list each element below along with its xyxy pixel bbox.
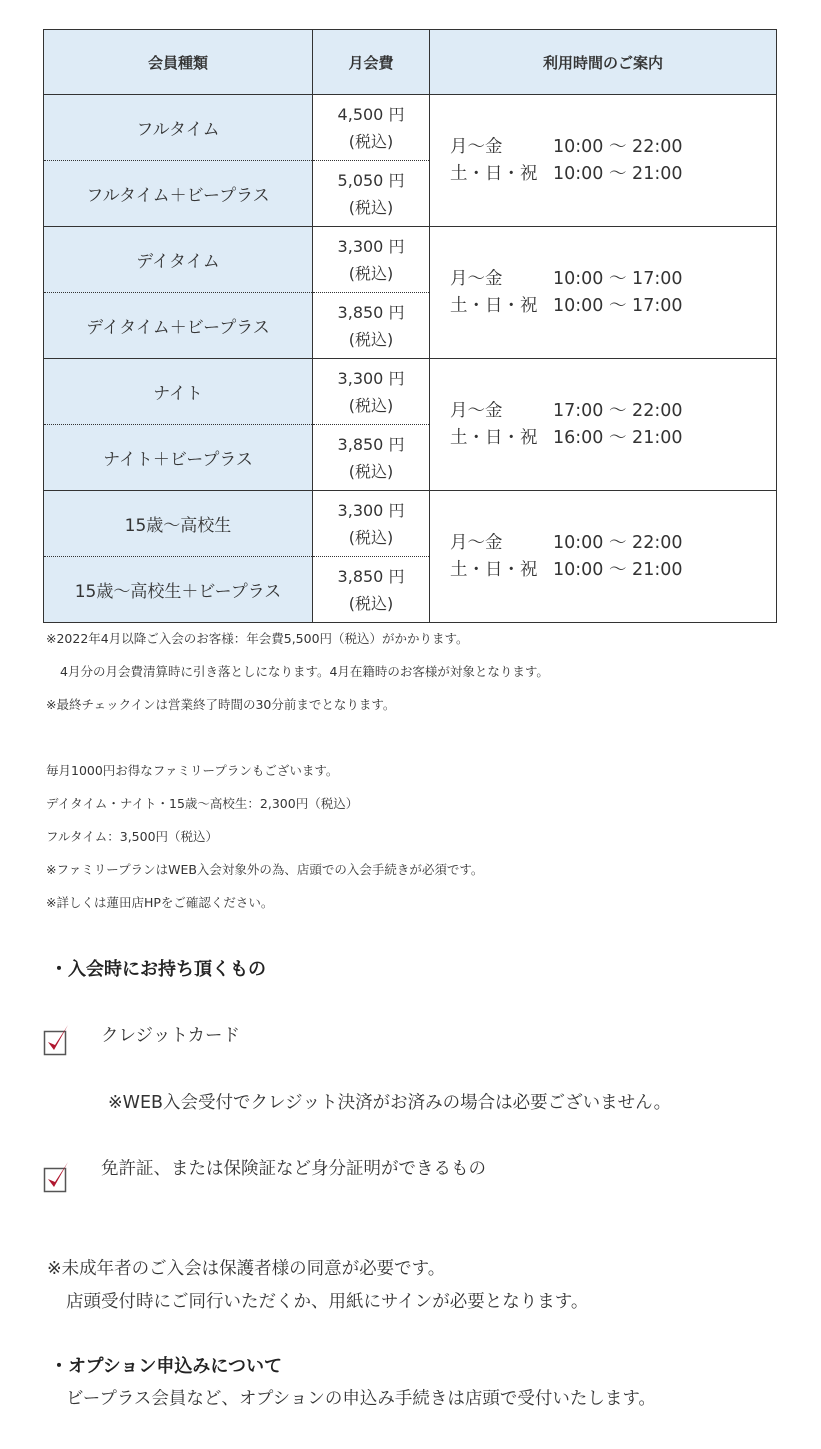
table-row (44, 95, 777, 161)
hours-row (430, 134, 776, 161)
family-plan-detail-note: ※詳しくは蓮田店HPをご確認ください。 (46, 895, 274, 910)
table-row (44, 359, 777, 425)
hours-row (430, 425, 776, 452)
header-monthly-fee: 月会費 (313, 30, 430, 95)
table-row (44, 227, 777, 293)
hours-time: 10:00 ～ 21:00 (553, 163, 683, 184)
minor-note: ※未成年者のご入会は保護者様の同意が必要です。 (47, 1259, 446, 1279)
annual-fee-note: ※2022年4月以降ご入会のお客様：年会費5,500円（税込）がかかります。 (46, 631, 469, 646)
hours-time: 16:00 ～ 21:00 (553, 427, 683, 448)
fee-tax: (税込) (348, 329, 394, 349)
family-plan-intro: 毎月1000円お得なファミリープランもございます。 (46, 763, 339, 778)
hours-row (430, 530, 776, 557)
family-plan-daynight: デイタイム・ナイト・15歳～高校生：2,300円（税込） (46, 796, 359, 811)
hours-time: 10:00 ～ 17:00 (553, 268, 683, 289)
plan-name: フルタイム (44, 95, 313, 161)
plan-fee (313, 359, 430, 425)
hours-day: 土・日・祝 (450, 427, 538, 448)
option-heading: ・オプション申込みについて (50, 1356, 283, 1377)
fee-tax: (税込) (348, 197, 394, 217)
fee-tax: (税込) (348, 395, 394, 415)
hours-day: 月～金 (450, 532, 503, 553)
hours-cell (430, 227, 777, 359)
fee-tax: (税込) (348, 593, 394, 613)
hours-row (430, 293, 776, 320)
plan-fee (313, 557, 430, 623)
hours-row (430, 557, 776, 584)
fee-amount: 5,050 円 (337, 170, 405, 190)
fee-tax: (税込) (348, 461, 394, 481)
header-hours: 利用時間のご案内 (430, 30, 777, 95)
hours-time: 10:00 ～ 17:00 (553, 295, 683, 316)
fee-amount: 4,500 円 (337, 104, 405, 124)
plan-fee (313, 95, 430, 161)
checkbox-checked-icon (43, 1160, 69, 1194)
bring-item-credit-card: クレジットカード (101, 1026, 241, 1046)
plan-name: デイタイム (44, 227, 313, 293)
fee-amount: 3,300 円 (337, 500, 405, 520)
option-body: ビープラス会員など、オプションの申込み手続きは店頭で受付いたします。 (66, 1389, 656, 1409)
minor-note-detail: 店頭受付時にご同行いただくか、用紙にサインが必要となります。 (66, 1292, 589, 1312)
plan-name: 15歳～高校生 (44, 491, 313, 557)
hours-cell (430, 491, 777, 623)
fee-amount: 3,850 円 (337, 302, 405, 322)
fee-tax: (税込) (348, 527, 394, 547)
family-plan-web-note: ※ファミリープランはWEB入会対象外の為、店頭での入会手続きが必須です。 (46, 862, 484, 877)
fee-amount: 3,850 円 (337, 434, 405, 454)
hours-cell (430, 95, 777, 227)
hours-day: 月～金 (450, 400, 503, 421)
hours-day: 土・日・祝 (450, 295, 538, 316)
fee-amount: 3,300 円 (337, 368, 405, 388)
fee-amount: 3,850 円 (337, 566, 405, 586)
table-row (44, 491, 777, 557)
bring-item-id: 免許証、または保険証など身分証明ができるもの (101, 1159, 486, 1179)
table-header-row (44, 30, 777, 95)
plan-name: ナイト (44, 359, 313, 425)
fee-amount: 3,300 円 (337, 236, 405, 256)
checkbox-checked-icon (43, 1023, 69, 1057)
hours-day: 月～金 (450, 268, 503, 289)
hours-day: 土・日・祝 (450, 163, 538, 184)
hours-day: 月～金 (450, 136, 503, 157)
hours-row (430, 398, 776, 425)
family-plan-fulltime: フルタイム：3,500円（税込） (46, 829, 219, 844)
hours-row (430, 161, 776, 188)
annual-fee-note-detail: 4月分の月会費清算時に引き落としになります。4月在籍時のお客様が対象となります。 (60, 664, 549, 679)
hours-time: 10:00 ～ 22:00 (553, 532, 683, 553)
plan-name: デイタイム＋ビープラス (44, 293, 313, 359)
hours-time: 10:00 ～ 21:00 (553, 559, 683, 580)
bring-heading: ・入会時にお持ち頂くもの (50, 959, 266, 980)
hours-cell (430, 359, 777, 491)
plan-fee (313, 425, 430, 491)
hours-day: 土・日・祝 (450, 559, 538, 580)
plan-fee (313, 227, 430, 293)
hours-time: 10:00 ～ 22:00 (553, 136, 683, 157)
plan-name: 15歳～高校生＋ビープラス (44, 557, 313, 623)
fee-tax: (税込) (348, 131, 394, 151)
plan-name: フルタイム＋ビープラス (44, 161, 313, 227)
last-checkin-note: ※最終チェックインは営業終了時間の30分前までとなります。 (46, 697, 396, 712)
bring-item-credit-card-note: ※WEB入会受付でクレジット決済がお済みの場合は必要ございません。 (108, 1093, 672, 1113)
plan-name: ナイト＋ビープラス (44, 425, 313, 491)
plan-fee (313, 161, 430, 227)
hours-row (430, 266, 776, 293)
membership-fee-table (43, 29, 777, 623)
fee-tax: (税込) (348, 263, 394, 283)
hours-time: 17:00 ～ 22:00 (553, 400, 683, 421)
plan-fee (313, 491, 430, 557)
plan-fee (313, 293, 430, 359)
header-member-type: 会員種類 (44, 30, 313, 95)
